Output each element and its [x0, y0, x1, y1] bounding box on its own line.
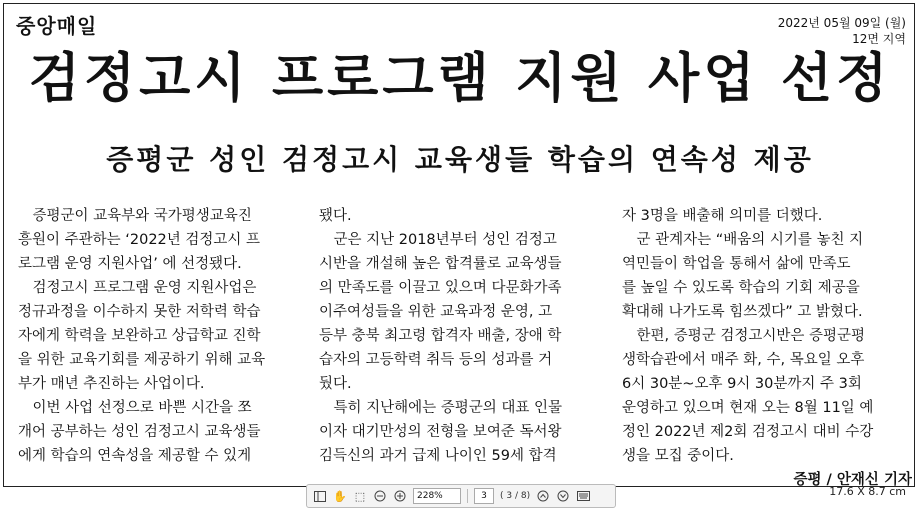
page-section: 12면 지역: [852, 32, 906, 46]
text-line: 이자 대기만성의 전형을 보여준 독서왕: [319, 424, 562, 440]
text-line: 자 3명을 배출해 의미를 더했다.: [622, 208, 823, 224]
previous-page-icon[interactable]: [536, 489, 550, 503]
text-line: 한편, 증평군 검정고시반은 증평군평: [622, 328, 866, 344]
text-line: 이주여성들을 위한 교육과정 운영, 고: [319, 304, 553, 320]
subheadline: 증평군 성인 검정고시 교육생들 학습의 연속성 제공: [106, 143, 814, 176]
text-line: 시반을 개설해 높은 합격률로 교육생들: [319, 256, 562, 272]
text-line: 를 높일 수 있도록 학습의 기회 제공을: [622, 280, 860, 296]
zoom-in-icon[interactable]: [393, 489, 407, 503]
zoom-select[interactable]: 228%: [413, 488, 461, 504]
next-page-icon[interactable]: [556, 489, 570, 503]
text-line: 흥원이 주관하는 ‘2022년 검정고시 프: [18, 232, 261, 248]
text-line: 김득신의 과거 급제 나이인 59세 합격: [319, 448, 557, 464]
text-line: 정인 2022년 제2회 검정고시 대비 수강: [622, 424, 874, 440]
page-number-input[interactable]: 3: [474, 488, 494, 504]
keyboard-icon[interactable]: [576, 489, 590, 503]
text-line: 이번 사업 선정으로 바쁜 시간을 쪼: [18, 400, 252, 416]
text-line: 운영하고 있으며 현재 오는 8월 11일 예: [622, 400, 874, 416]
text-line: 정규과정을 이수하지 못한 저학력 학습: [18, 304, 261, 320]
hand-tool-icon[interactable]: ✋: [333, 489, 347, 503]
byline: 증평 / 안재신 기자: [793, 472, 912, 488]
newspaper-name: 중앙매일: [16, 14, 98, 38]
text-line: 생을 모집 중이다.: [622, 448, 734, 464]
article-meta: [778, 15, 906, 47]
sidebar-toggle-icon[interactable]: [313, 489, 327, 503]
text-line: 증평군이 교육부와 국가평생교육진: [18, 208, 252, 224]
text-line: 뒀다.: [319, 376, 352, 392]
text-line: 생학습관에서 매주 화, 수, 목요일 오후: [622, 352, 865, 368]
text-line: 을 위한 교육기회를 제공하기 위해 교육: [18, 352, 266, 368]
text-line: 6시 30분~오후 9시 30분까지 주 3회: [622, 376, 862, 392]
publish-date: 2022년 05월 09일 (월): [777, 16, 906, 30]
pdf-viewer-toolbar: [306, 484, 616, 508]
text-line: 검정고시 프로그램 운영 지원사업은: [18, 280, 257, 296]
text-line: 특히 지난해에는 증평군의 대표 인물: [319, 400, 563, 416]
text-line: 됐다.: [319, 208, 352, 224]
text-line: 군은 지난 2018년부터 성인 검정고: [319, 232, 557, 248]
text-line: 습자의 고등학력 취득 등의 성과를 거: [319, 352, 553, 368]
text-line: 개어 공부하는 성인 검정고시 교육생들: [18, 424, 261, 440]
select-tool-icon[interactable]: ⬚: [354, 489, 366, 503]
article-column-3: [622, 204, 912, 492]
zoom-out-icon[interactable]: [373, 489, 387, 503]
toolbar-divider: [467, 489, 468, 503]
text-line: 부가 매년 추진하는 사업이다.: [18, 376, 205, 392]
text-line: 역민들이 학업을 통해서 삶에 만족도: [622, 256, 851, 272]
text-line: 로그램 운영 지원사업’ 에 선정됐다.: [18, 256, 242, 272]
page-count: ( 3 / 8): [500, 491, 531, 501]
text-line: 의 만족도를 이끌고 있으며 다문화가족: [319, 280, 562, 296]
article-column-2: [319, 204, 609, 468]
article-column-1: [18, 204, 308, 468]
text-line: 군 관계자는 “배움의 시기를 놓친 지: [622, 232, 864, 248]
headline: 검정고시 프로그램 지원 사업 선정: [28, 48, 892, 109]
text-line: 확대해 나가도록 힘쓰겠다” 고 밝혔다.: [622, 304, 863, 320]
article-size: 17.6 X 8.7 cm: [829, 485, 906, 498]
text-line: 자에게 학력을 보완하고 상급학교 진학: [18, 328, 261, 344]
text-line: 등부 충북 최고령 합격자 배출, 장애 학: [319, 328, 562, 344]
text-line: 에게 학습의 연속성을 제공할 수 있게: [18, 448, 252, 464]
